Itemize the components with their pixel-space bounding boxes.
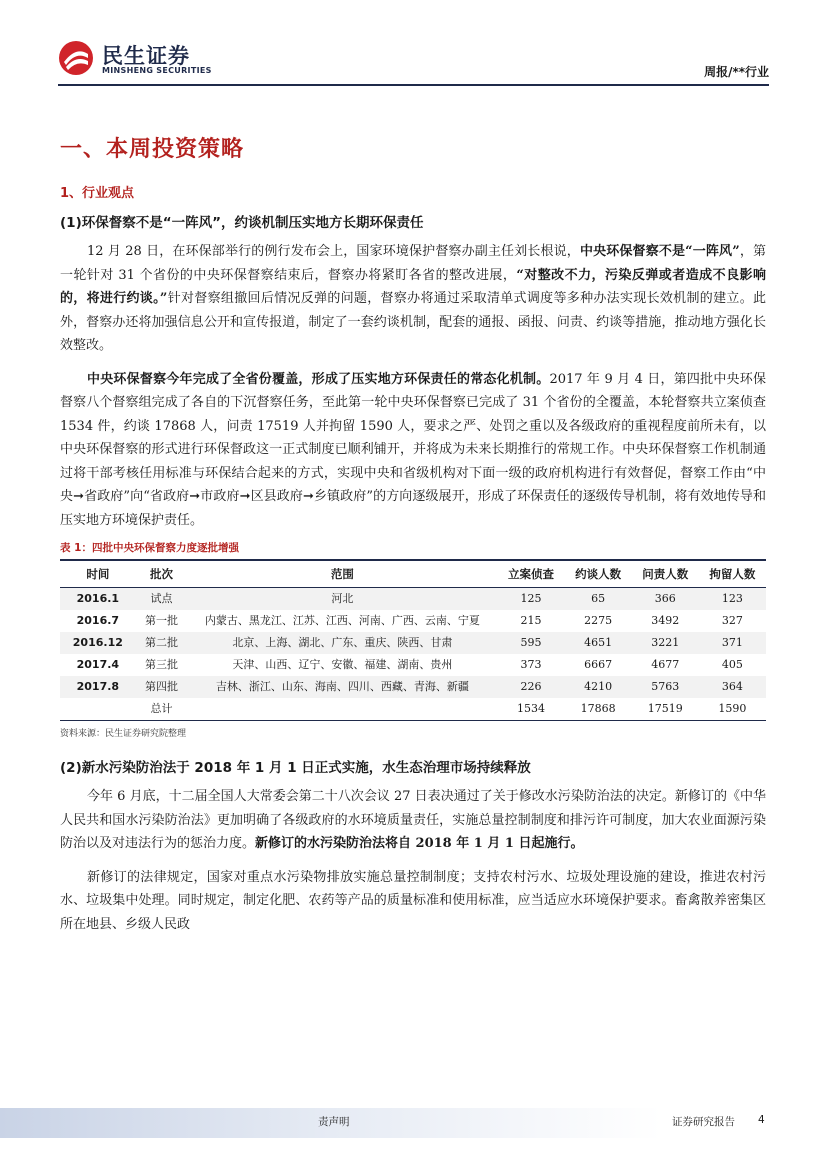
cell-interviews: 17868 [580,702,616,715]
cell-accountable: 366 [632,588,699,611]
page-number: 4 [758,1114,765,1126]
cell-date [60,698,136,721]
topic2-paragraph-2: 新修订的法律规定，国家对重点水污染物排放实施总量控制制度；支持农村污水、垃圾处理设施的建设，推进农村污水、垃圾集中处理。同时规定，制定化肥、农药等产品的质量标准和使用标准，应当适应水环境保护要求。畜禽散养密集区所在地县、乡级人民政 [60,869,766,932]
table-total-row [60,698,766,721]
table-source: 资料来源：民生证券研究院整理 [60,729,187,739]
cell-interviews: 6667 [584,658,613,671]
cell-cases: 125 [497,588,564,611]
cell-scope: 天津、山西、辽宁、安徽、福建、湖南、贵州 [232,658,453,671]
cell-scope [187,698,497,721]
cell-detained: 405 [721,658,743,671]
header-interviews: 约谈人数 [565,560,632,588]
header-accountable: 问责人数 [632,560,699,588]
cell-scope: 北京、上海、湖北、广东、重庆、陕西、甘肃 [187,632,497,654]
cell-accountable: 4677 [651,658,680,671]
header-detained: 拘留人数 [699,560,766,588]
cell-detained: 1590 [718,702,747,715]
cell-interviews: 2275 [584,614,613,627]
header-divider [58,84,769,86]
table-row [60,632,766,654]
table-header-row [60,560,766,588]
cell-detained: 327 [721,614,743,627]
cell-accountable: 5763 [632,676,699,698]
topic1-heading: (1)环保督察不是“一阵风”，约谈机制压实地方长期环保责任 [60,215,424,231]
logo-text-cn: 民生证券 [102,44,190,68]
cell-date: 2016.12 [60,632,136,654]
section-title: 一、本周投资策略 [60,137,245,162]
table-row [60,588,766,611]
cell-cases: 215 [520,614,542,627]
cell-accountable: 3492 [651,614,680,627]
table-row [60,654,766,676]
cell-batch: 试点 [136,588,188,611]
cell-date: 2017.4 [76,658,120,671]
cell-date: 2016.7 [76,614,120,627]
cell-detained: 371 [699,632,766,654]
table-row [60,676,766,698]
topic2-paragraph-1: 今年 6 月底，十二届全国人大常委会第二十八次会议 27 日表决通过了关于修改水污染防治法的决定。新修订的《中华人民共和国水污染防治法》更加明确了各级政府的水环境质量责任，实施总量控制制度和排污许可制度，加大农业面源污染防治以及对违法行为的惩治力度。新修订的水污染防治法将自 2018 年 1 月 1 日起施行。 [60,789,766,851]
cell-batch: 第三批 [145,658,179,671]
cell-date: 2017.8 [60,676,136,698]
table-row [60,610,766,632]
header-date: 时间 [60,560,136,588]
cell-batch: 第一批 [145,614,179,627]
cell-scope: 吉林、浙江、山东、海南、四川、西藏、青海、新疆 [187,676,497,698]
header-cases: 立案侦查 [497,560,564,588]
topic1-paragraph-1: 12 月 28 日，在环保部举行的例行发布会上，国家环境保护督察办副主任刘长根说，中央环保督察不是“一阵风”，第一轮针对 31 个省份的中央环保督察结束后，督察办将紧盯各省的整改进展，“对整改不力，污染反弹或者造成不良影响的，将进行约谈。”针对督察组撤回后情况反弹的问题，督察办将通过采取清单式调度等多种办法实现长效机制的建立。此外，督察办还将加强信息公开和宣传报道，制定了一套约谈机制，配套的通报、函报、问责、约谈等措施，推动地方强化长效整改。 [60,244,766,353]
footer-report-label: 证券研究报告 [672,1116,735,1128]
logo-text-en: MINSHENG SECURITIES [102,66,212,75]
header-batch: 批次 [136,560,188,588]
page-footer [0,1108,827,1169]
cell-detained: 123 [699,588,766,611]
cell-cases: 226 [497,676,564,698]
cell-batch: 第四批 [136,676,188,698]
cell-cases: 373 [520,658,542,671]
page-header [0,0,827,90]
minsheng-logo-icon [58,40,94,76]
subsection-title: 1、行业观点 [60,186,135,201]
header-scope: 范围 [187,560,497,588]
cell-interviews: 65 [565,588,632,611]
cell-scope: 内蒙古、黑龙江、江苏、江西、河南、广西、云南、宁夏 [204,614,480,627]
cell-scope: 河北 [187,588,497,611]
cell-batch: 第二批 [136,632,188,654]
cell-interviews: 4651 [565,632,632,654]
topic2-heading: (2)新水污染防治法于 2018 年 1 月 1 日正式实施，水生态治理市场持续释放 [60,760,531,776]
cell-detained: 364 [699,676,766,698]
cell-accountable: 3221 [632,632,699,654]
cell-cases: 595 [497,632,564,654]
cell-batch: 总计 [150,702,173,715]
cell-interviews: 4210 [565,676,632,698]
supervision-table [60,559,766,721]
main-content [60,130,766,936]
cell-date: 2016.1 [60,588,136,611]
cell-accountable: 17519 [647,702,683,715]
topic1-paragraph-2: 中央环保督察今年完成了全省份覆盖，形成了压实地方环保责任的常态化机制。2017 年 9 月 4 日，第四批中央环保督察八个督察组完成了各自的下沉督察任务，至此第一轮中央环保督察已完成了 31 个省份的全覆盖，本轮督察共立案侦查 1534 件，约谈 17868 人，问责 17519 人并拘留 1590 人，要求之严、处罚之重以及各级政府的重视程度前所未有，以中央环保督察的形式进行环保督政这一正式制度已顺利铺开，并将成为未来长期推行的常规工作。中央环保督察工作机制通过将干部考核任用标准与环保结合起来的方式，实现中央和省级机构对下面一级的政府机构进行有效督促，督察工作由“中央➞省政府”向“省政府➞市政府➞区县政府➞乡镇政府”的方向逐级展开，形成了环保责任的逐级传导机制，将有效地传导和压实地方环境保护责任。 [60,371,766,528]
report-type-label: 周报/**行业 [704,65,769,79]
cell-cases: 1534 [516,702,545,715]
table-title: 表 1：四批中央环保督察力度逐批增强 [60,542,239,554]
footer-disclaimer: 责声明 [318,1116,350,1128]
